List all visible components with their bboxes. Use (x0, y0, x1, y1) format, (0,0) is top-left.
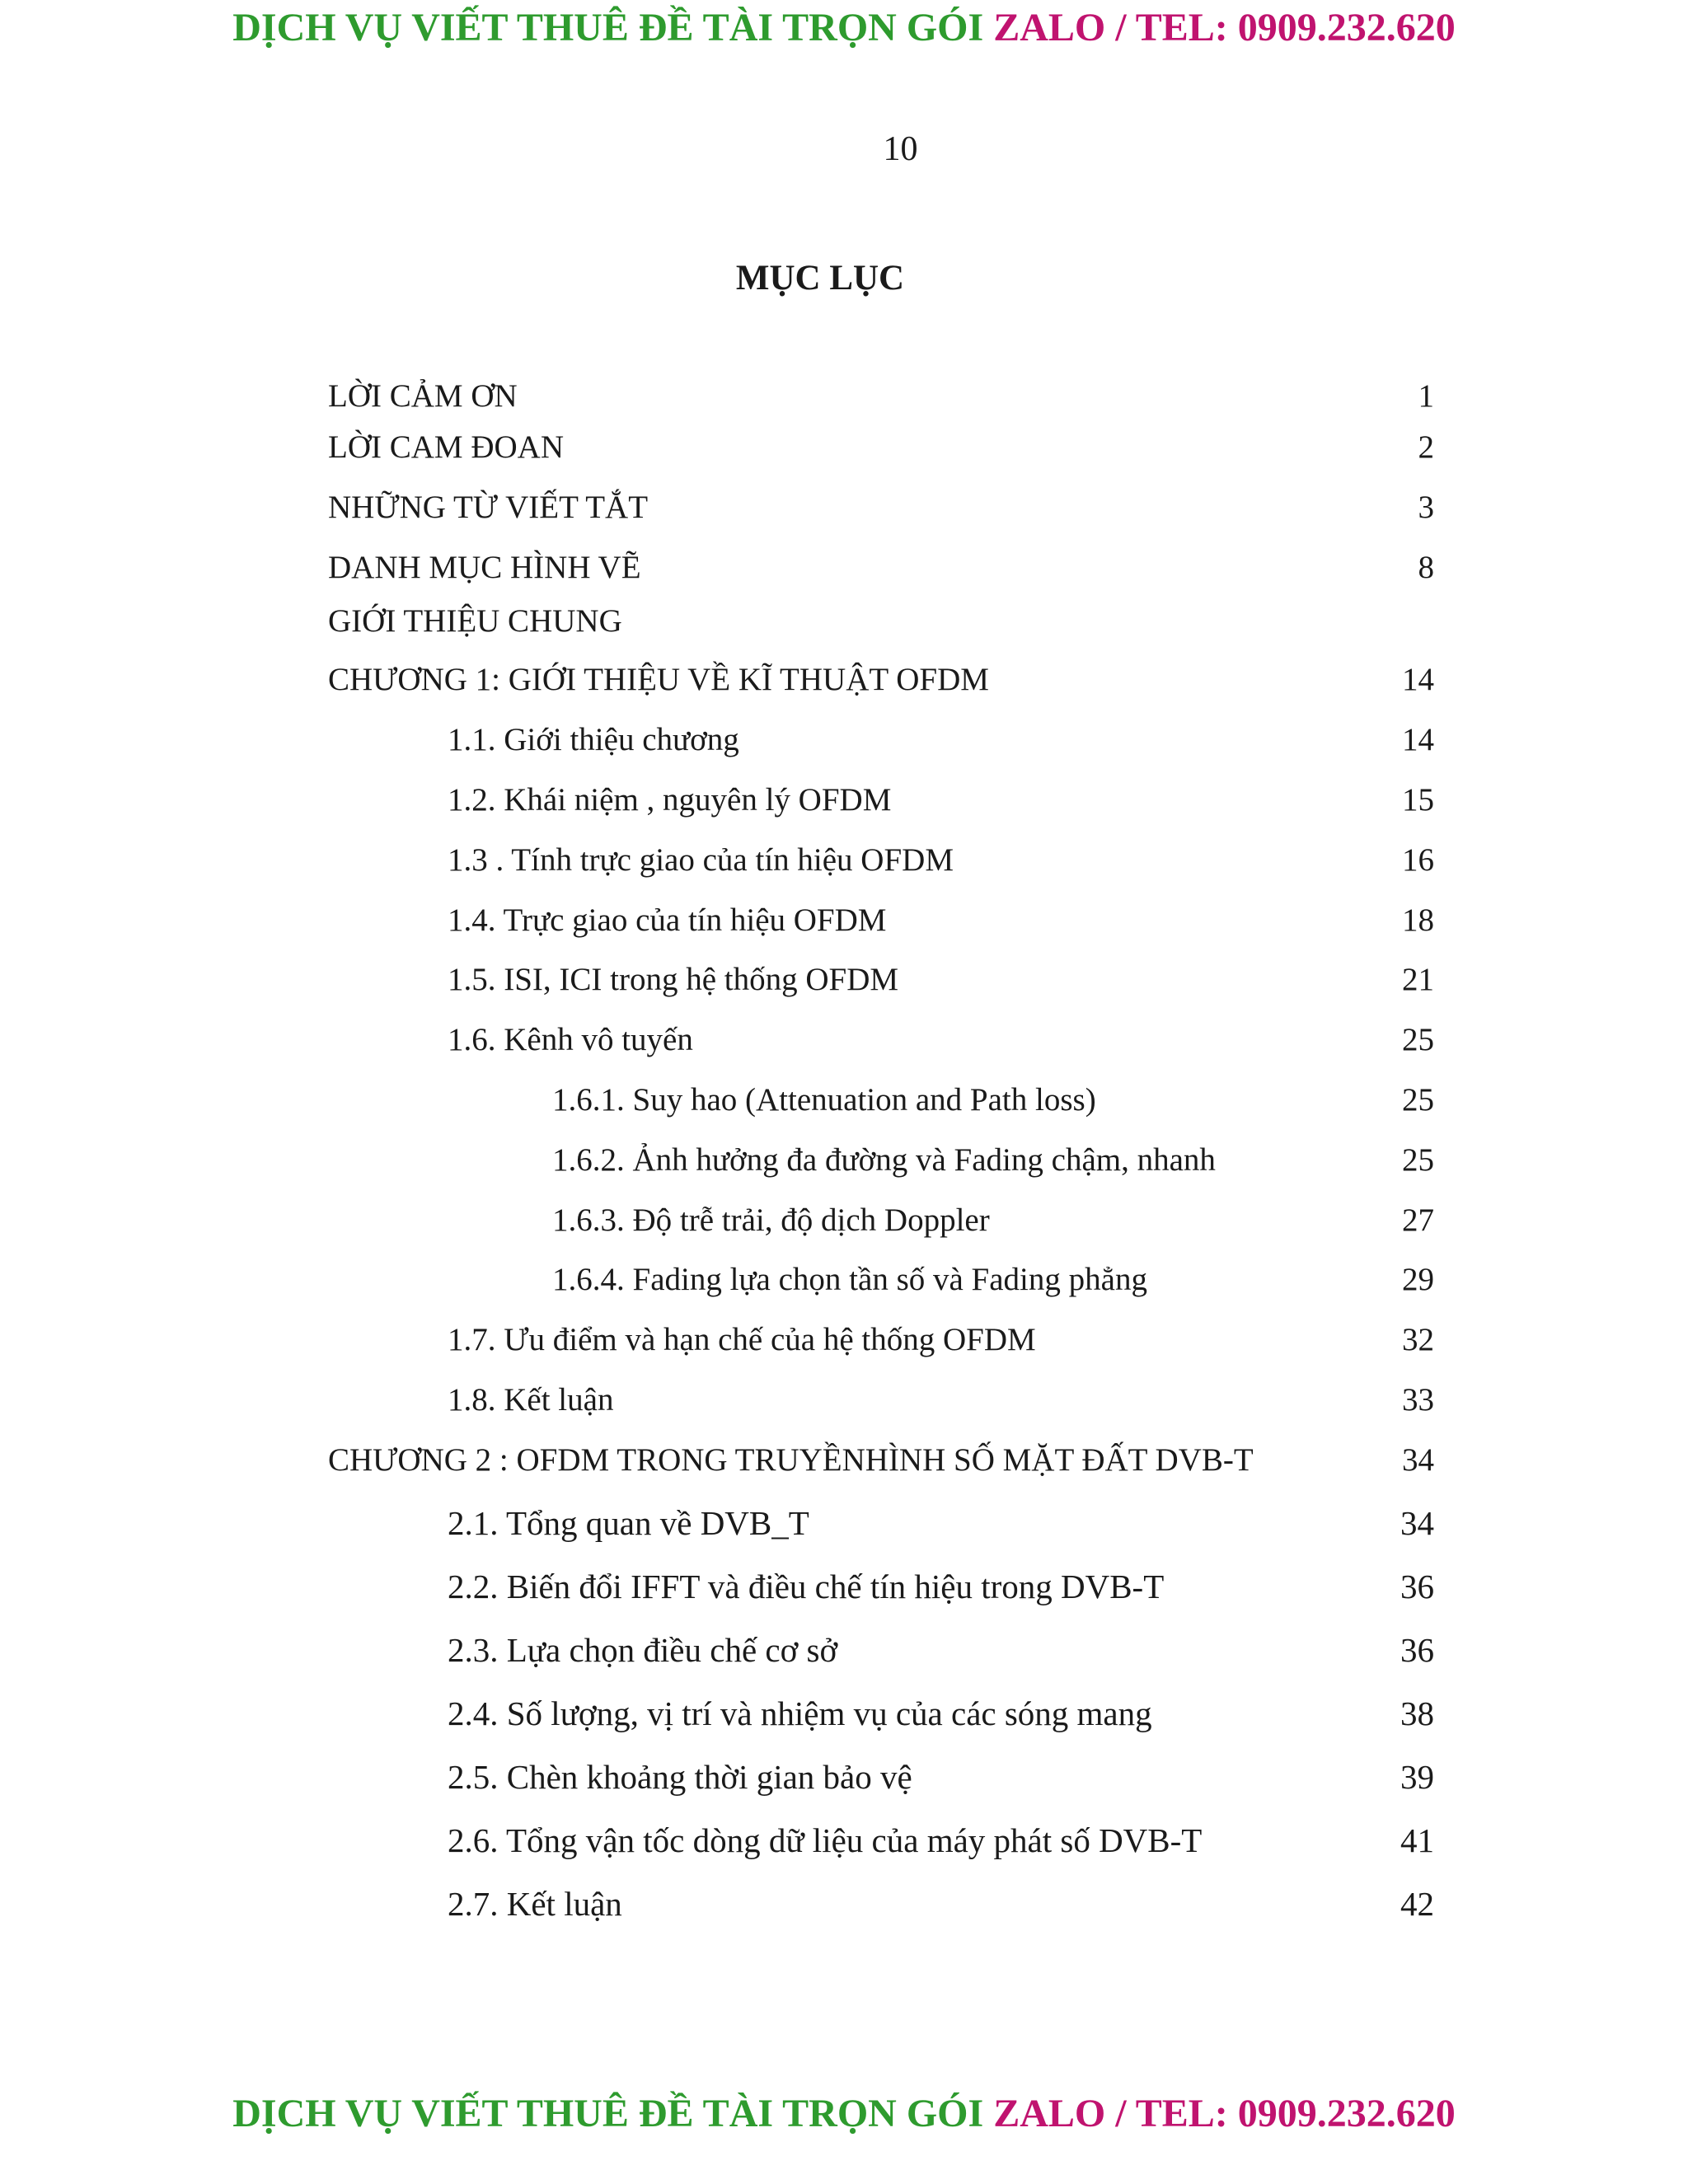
toc-entry (0, 1627, 1688, 1673)
toc-entry (0, 545, 1688, 591)
toc-entry (0, 424, 1688, 471)
toc-entry-page: 36 (1400, 1568, 1434, 1605)
toc-entry (0, 898, 1688, 944)
toc-entry (0, 1690, 1688, 1736)
toc-entry (0, 1317, 1688, 1363)
toc-entry-label: 1.6.3. Độ trễ trải, độ dịch Doppler (552, 1202, 990, 1238)
toc-entry-page: 27 (1402, 1202, 1434, 1238)
toc-entry-label: 2.4. Số lượng, vị trí và nhiệm vụ của các sóng mang (448, 1694, 1152, 1732)
toc-entry-page: 32 (1402, 1322, 1434, 1357)
toc-entry-label: CHƯƠNG 2 : OFDM TRONG TRUYỀNHÌNH SỐ MẶT ĐẤT DVB-T (328, 1442, 1254, 1478)
toc-entry (0, 657, 1688, 703)
footer-banner (0, 2094, 1688, 2134)
toc-entry-page: 41 (1400, 1821, 1434, 1859)
toc-entry-page: 38 (1400, 1694, 1434, 1732)
toc-entry-label: 1.6.1. Suy hao (Attenuation and Path loss) (552, 1082, 1096, 1118)
toc-entry-label: 1.7. Ưu điểm và hạn chế của hệ thống OFDM (448, 1322, 1036, 1357)
toc-entry-label: 1.3 . Tính trực giao của tín hiệu OFDM (448, 842, 954, 878)
toc-entry-page: 18 (1402, 902, 1434, 938)
banner-contact-text: ZALO / TEL: 0909.232.620 (993, 6, 1456, 49)
toc-entry-page: 25 (1402, 1142, 1434, 1178)
banner-service-text: DỊCH VỤ VIẾT THUÊ ĐỀ TÀI TRỌN GÓI (232, 6, 984, 49)
toc-entry-label: NHỮNG TỪ VIẾT TẮT (328, 490, 649, 525)
toc-entry (0, 1563, 1688, 1610)
toc-entry (0, 373, 1688, 419)
toc-entry-page: 29 (1402, 1262, 1434, 1297)
toc-entry-page: 36 (1400, 1631, 1434, 1669)
toc-entry (0, 957, 1688, 1003)
toc-entry (0, 1754, 1688, 1800)
toc-entry-page: 14 (1402, 722, 1434, 757)
toc-entry-label: 1.6. Kênh vô tuyến (448, 1022, 693, 1057)
toc-entry-label: 1.6.2. Ảnh hưởng đa đường và Fading chậm, nhanh (552, 1142, 1216, 1178)
toc-entry (0, 1500, 1688, 1546)
toc-entry-page: 21 (1402, 962, 1434, 997)
toc-entry-label: 1.2. Khái niệm , nguyên lý OFDM (448, 782, 892, 818)
toc-entry-page: 3 (1418, 490, 1434, 525)
toc-entry-page: 34 (1400, 1504, 1434, 1542)
toc-entry-page: 2 (1418, 429, 1434, 465)
toc-entry-page: 16 (1402, 842, 1434, 878)
toc-entry (0, 777, 1688, 823)
toc-entry-label: CHƯƠNG 1: GIỚI THIỆU VỀ KĨ THUẬT OFDM (328, 662, 989, 697)
toc-entry (0, 1377, 1688, 1423)
toc-entry-label: LỜI CẢM ƠN (328, 378, 518, 414)
toc-entry-label: 1.4. Trực giao của tín hiệu OFDM (448, 902, 887, 938)
toc-entry (0, 1077, 1688, 1123)
toc-title: MỤC LỤC (735, 259, 905, 298)
toc-entry (0, 1437, 1688, 1483)
toc-entry (0, 1137, 1688, 1183)
toc-entry-page: 33 (1402, 1382, 1434, 1418)
toc-entry-page: 25 (1402, 1082, 1434, 1118)
toc-entry-label: DANH MỤC HÌNH VẼ (328, 550, 641, 585)
toc-entry-page: 8 (1418, 550, 1434, 585)
toc-entry (0, 1257, 1688, 1303)
page-number: 10 (883, 130, 918, 168)
toc-entry-page: 15 (1402, 782, 1434, 818)
toc-entry (0, 1017, 1688, 1063)
toc-entry-label: 2.6. Tổng vận tốc dòng dữ liệu của máy phát số DVB-T (448, 1821, 1203, 1859)
toc-entry-label: 2.3. Lựa chọn điều chế cơ sở (448, 1631, 838, 1669)
toc-entry (0, 1817, 1688, 1863)
toc-entry (0, 1881, 1688, 1927)
toc-entry-label: 1.5. ISI, ICI trong hệ thống OFDM (448, 962, 899, 997)
toc-entry (0, 485, 1688, 531)
toc-entry (0, 598, 1688, 644)
toc-entry-label: 2.5. Chèn khoảng thời gian bảo vệ (448, 1758, 912, 1796)
toc-entry-page: 25 (1402, 1022, 1434, 1057)
banner-service-text: DỊCH VỤ VIẾT THUÊ ĐỀ TÀI TRỌN GÓI (232, 2092, 984, 2135)
toc-entry-label: LỜI CAM ĐOAN (328, 429, 564, 465)
toc-entry-page: 34 (1402, 1442, 1434, 1478)
toc-entry (0, 1197, 1688, 1244)
toc-entry (0, 837, 1688, 883)
toc-entry-page: 42 (1400, 1885, 1434, 1923)
toc-entry-page: 39 (1400, 1758, 1434, 1796)
toc-entry-label: 1.6.4. Fading lựa chọn tần số và Fading phẳng (552, 1262, 1147, 1297)
toc-entry-label: 2.7. Kết luận (448, 1885, 622, 1923)
toc-entry-label: 2.2. Biến đổi IFFT và điều chế tín hiệu trong DVB-T (448, 1568, 1165, 1605)
toc-entry-page: 1 (1418, 378, 1434, 414)
toc-entry-label: 2.1. Tổng quan về DVB_T (448, 1504, 809, 1542)
banner-contact-text: ZALO / TEL: 0909.232.620 (993, 2092, 1456, 2135)
toc-entry-label: 1.1. Giới thiệu chương (448, 722, 739, 757)
toc-entry-page: 14 (1402, 662, 1434, 697)
toc-entry-label: 1.8. Kết luận (448, 1382, 614, 1418)
toc-entry-label: GIỚI THIỆU CHUNG (328, 603, 622, 639)
toc-entry (0, 717, 1688, 763)
